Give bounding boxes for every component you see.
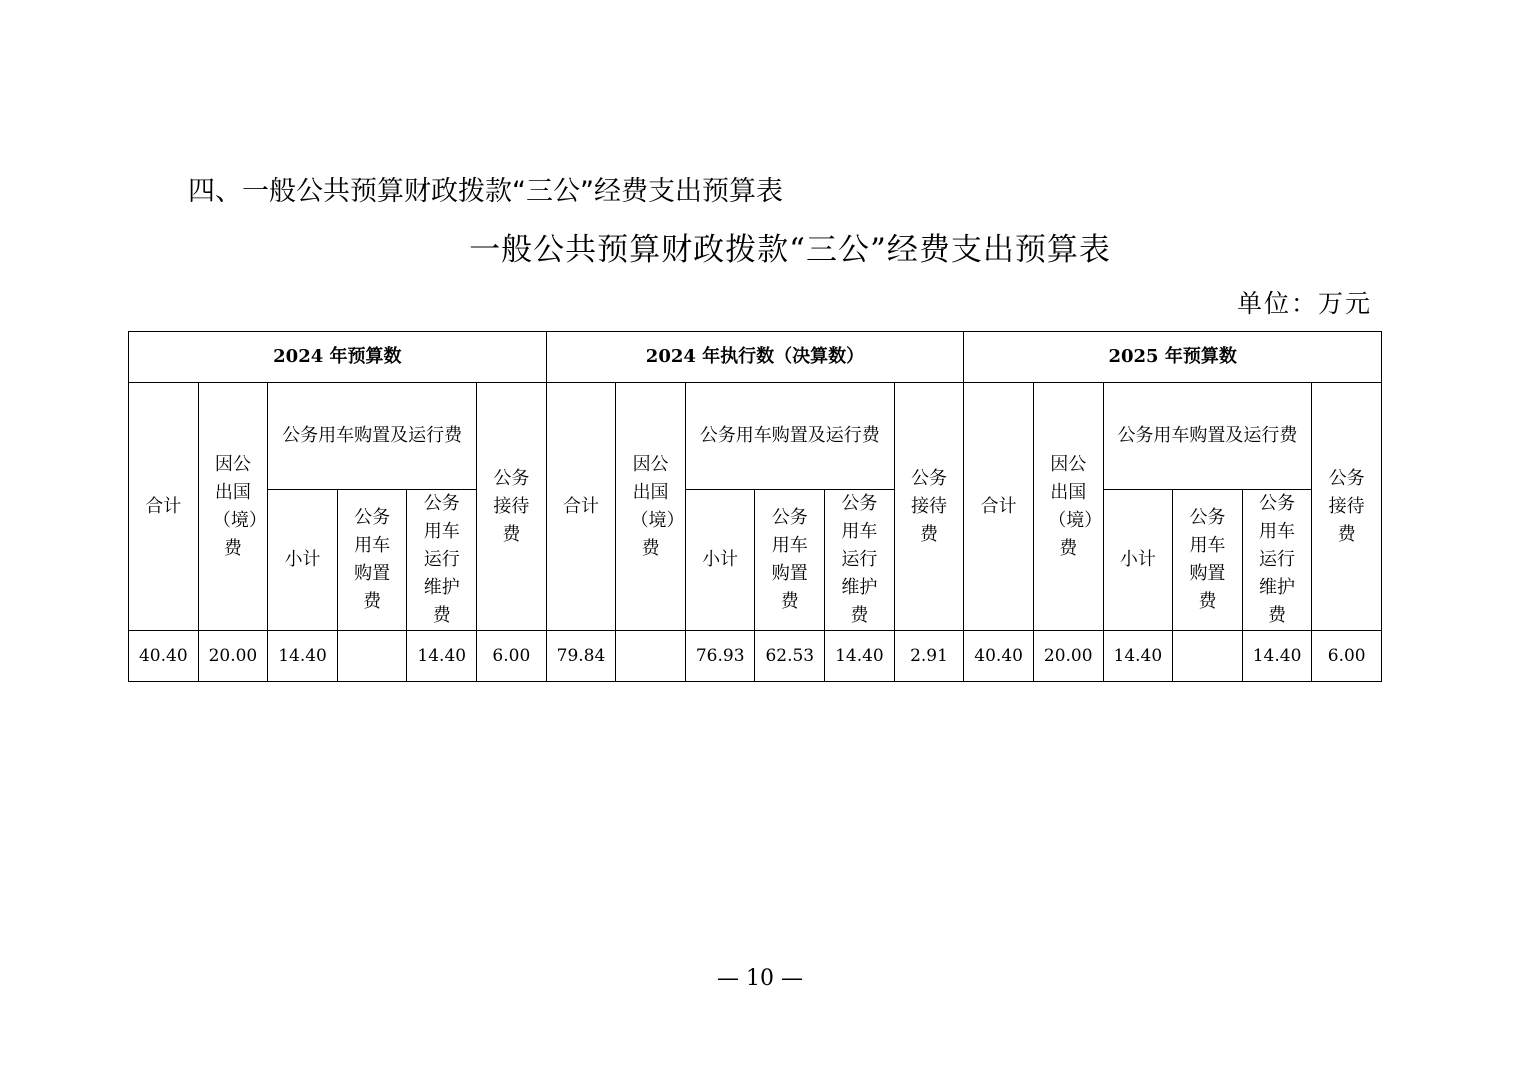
table-header-row-categories (129, 383, 1382, 490)
value-2025-budget-vehicle-subtotal: 14.40 (1103, 631, 1173, 682)
value-2024-actual-reception: 2.91 (894, 631, 964, 682)
header-total: 合计 (546, 383, 616, 631)
value-2025-budget-total: 40.40 (964, 631, 1034, 682)
value-2024-budget-total: 40.40 (129, 631, 199, 682)
header-vehicle-operation: 公务用车运行维护费 (1242, 490, 1312, 631)
group-title-2024-actual: 2024 年执行数（决算数） (546, 332, 964, 383)
header-vehicle-purchase: 公务用车购置费 (337, 490, 407, 631)
header-vehicle-operation: 公务用车运行维护费 (407, 490, 477, 631)
header-vehicle: 公务用车购置及运行费 (1103, 383, 1312, 490)
header-total: 合计 (129, 383, 199, 631)
header-vehicle: 公务用车购置及运行费 (685, 383, 894, 490)
group-title-2024-budget: 2024 年预算数 (129, 332, 547, 383)
header-abroad: 因公出国（境）费 (1033, 383, 1103, 631)
table-title: 一般公共预算财政拨款“三公”经费支出预算表 (469, 232, 1111, 268)
three-public-expenses-table (128, 331, 1382, 682)
value-2024-budget-vehicle-purchase (337, 631, 407, 682)
header-vehicle-subtotal: 小计 (1103, 490, 1173, 631)
value-2024-actual-abroad (616, 631, 686, 682)
page-number: — 10 — (717, 966, 803, 991)
group-title-2025-budget: 2025 年预算数 (964, 332, 1382, 383)
table-row (129, 631, 1382, 682)
header-vehicle-operation: 公务用车运行维护费 (825, 490, 895, 631)
header-reception: 公务接待费 (894, 383, 964, 631)
value-2024-budget-reception: 6.00 (477, 631, 547, 682)
header-abroad: 因公出国（境）费 (616, 383, 686, 631)
header-total: 合计 (964, 383, 1034, 631)
value-2024-actual-total: 79.84 (546, 631, 616, 682)
value-2024-budget-vehicle-operation: 14.40 (407, 631, 477, 682)
header-vehicle-subtotal: 小计 (685, 490, 755, 631)
value-2024-actual-vehicle-operation: 14.40 (825, 631, 895, 682)
header-abroad: 因公出国（境）费 (198, 383, 268, 631)
header-vehicle-purchase: 公务用车购置费 (755, 490, 825, 631)
header-vehicle-subtotal: 小计 (268, 490, 338, 631)
value-2024-budget-abroad: 20.00 (198, 631, 268, 682)
table-header-row-subcategories (129, 490, 1382, 631)
header-reception: 公务接待费 (477, 383, 547, 631)
value-2024-budget-vehicle-subtotal: 14.40 (268, 631, 338, 682)
section-heading: 四、一般公共预算财政拨款“三公”经费支出预算表 (188, 176, 783, 207)
table-header-row-years (129, 332, 1382, 383)
header-reception: 公务接待费 (1312, 383, 1382, 631)
header-vehicle: 公务用车购置及运行费 (268, 383, 477, 490)
value-2024-actual-vehicle-purchase: 62.53 (755, 631, 825, 682)
unit-label: 单位：万元 (1236, 289, 1372, 318)
value-2025-budget-reception: 6.00 (1312, 631, 1382, 682)
value-2025-budget-abroad: 20.00 (1033, 631, 1103, 682)
value-2025-budget-vehicle-operation: 14.40 (1242, 631, 1312, 682)
value-2024-actual-vehicle-subtotal: 76.93 (685, 631, 755, 682)
header-vehicle-purchase: 公务用车购置费 (1173, 490, 1243, 631)
value-2025-budget-vehicle-purchase (1173, 631, 1243, 682)
